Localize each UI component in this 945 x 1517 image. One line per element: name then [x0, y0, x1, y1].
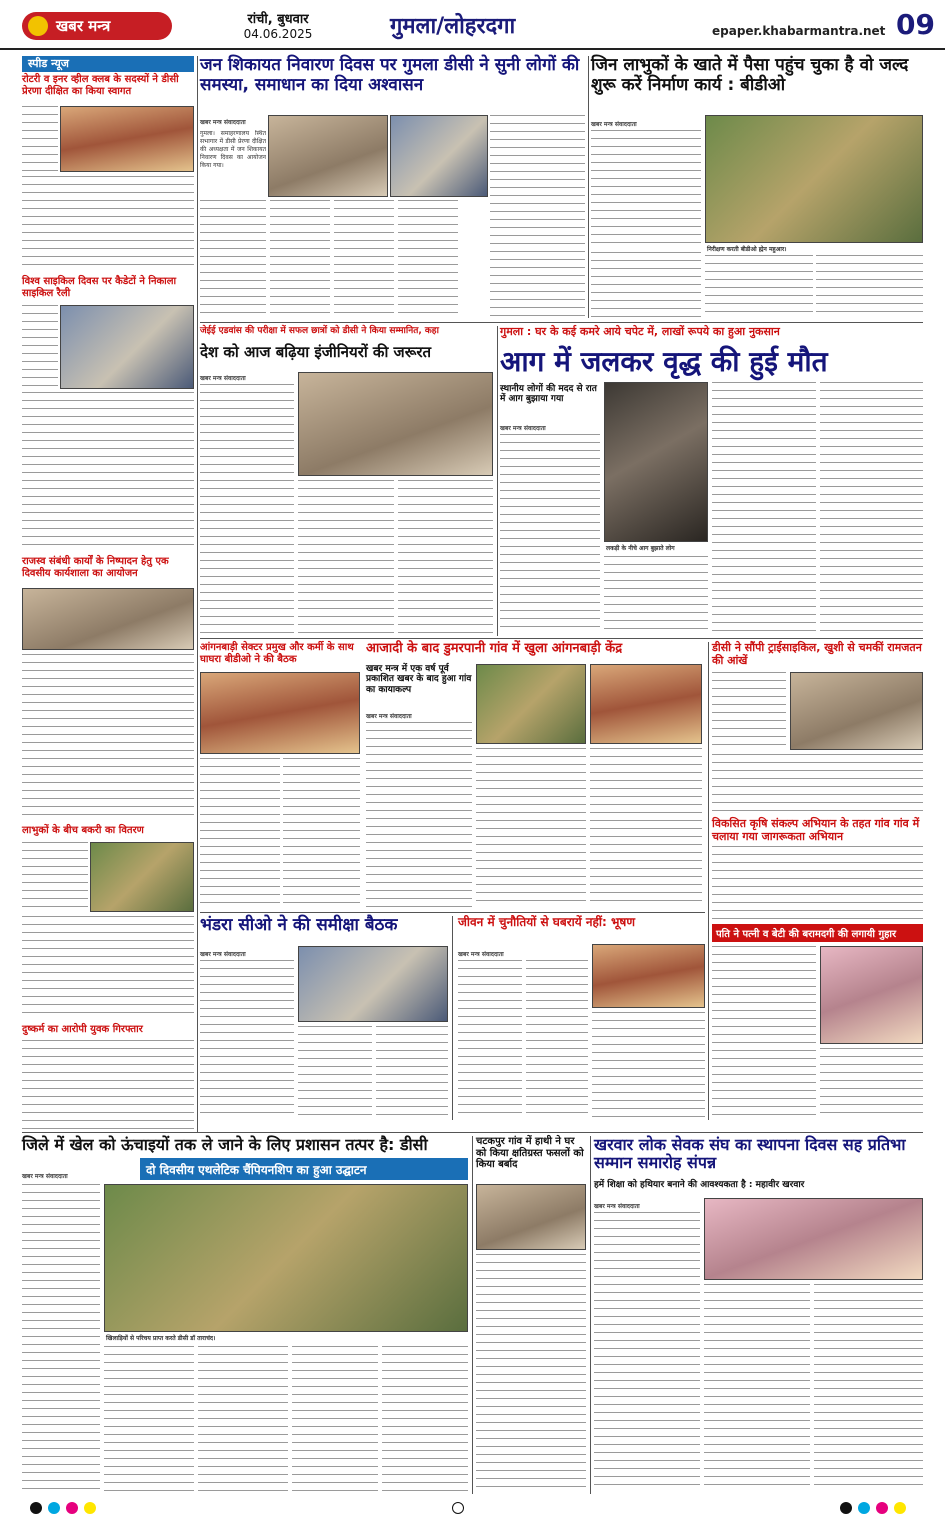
left-column-rule — [197, 56, 198, 1132]
left-headline-rotary: रोटरी व इनर व्हील क्लब के सदस्यों ने डीसी प्रेरणा दीक्षित का किया स्वागत — [22, 74, 179, 97]
tricycle-col-1 — [712, 672, 786, 750]
tree-col-2 — [820, 1048, 923, 1118]
top-center-col-3 — [334, 200, 394, 318]
tree-headline: पति ने पत्नी व बेटी की बरामदगी की लगायी गुहार — [712, 924, 923, 942]
top-right-col-1 — [591, 130, 701, 250]
anganwadi-children-photo — [476, 664, 586, 744]
left-text-block-5 — [22, 654, 194, 822]
epaper-url[interactable]: epaper.khabarmantra.net — [712, 24, 886, 38]
top-center-col-4 — [398, 200, 458, 318]
logo-text: खबर मन्त्र — [56, 17, 111, 35]
jee-fire-rule — [497, 326, 498, 636]
sports-ribbon: दो दिवसीय एथलेटिक चैंपियनशिप का हुआ उद्घाटन — [140, 1158, 468, 1180]
top-center-lead: गुमला। समाहरणालय स्थित सभागार में डीसी प्रेरणा दीक्षित की अध्यक्षता में जन शिकायत निवारण दिवस का आयोजन किया गया। — [200, 130, 266, 169]
tricycle-col-2 — [712, 754, 923, 814]
anganwadi-col-2 — [476, 748, 586, 908]
bhushan-col-1 — [458, 960, 522, 1118]
elephant-headline: चटकपुर गांव में हाथी ने घर को किया क्षतिग्रस्त फसलों को किया बर्बाद — [476, 1136, 584, 1170]
center-right-rule — [588, 56, 589, 318]
bhushan-col-3 — [592, 1012, 705, 1118]
grievance-photo-1 — [268, 115, 388, 197]
anganwadi-col-3 — [590, 748, 702, 908]
top-center-col-2 — [270, 200, 330, 318]
upper-band-rule — [200, 322, 923, 323]
section-title: गुमला/लोहरदगा — [390, 14, 516, 39]
left-text-block-1 — [22, 106, 58, 172]
sports-col-3 — [198, 1346, 288, 1492]
fire-col-1 — [500, 434, 600, 634]
elephant-col — [476, 1254, 586, 1492]
left-text-block-3 — [22, 305, 58, 389]
registration-yellow-icon — [84, 1502, 96, 1514]
kharwar-byline: खबर मन्त्र संवाददाता — [594, 1203, 640, 1210]
left-headline-goats: लाभुकों के बीच बकरी का वितरण — [22, 825, 144, 836]
tricycle-photo — [790, 672, 923, 750]
bhushan-byline: खबर मन्त्र संवाददाता — [458, 951, 504, 958]
bhandra-meeting-photo — [298, 946, 448, 1022]
sports-col-2 — [104, 1346, 194, 1492]
left-text-block-2 — [22, 176, 194, 272]
anganwadi-meeting-headline: आंगनबाड़ी सेक्टर प्रमुख और कर्मी के साथ घाघरा बीडीओ ने की बैठक — [200, 642, 354, 665]
tree-col-1 — [712, 946, 816, 1118]
krishi-col — [712, 846, 923, 920]
anganwadi-meeting-col-2 — [283, 758, 360, 908]
workshop-photo — [22, 588, 194, 650]
registration-magenta-icon — [66, 1502, 78, 1514]
top-center-byline: खबर मन्त्र संवाददाता — [200, 119, 246, 126]
tricycle-headline: डीसी ने सौंपी ट्राईसाइकिल, खुशी से चमकीं रामजतन की आंखें — [712, 641, 922, 667]
top-right-headline: जिन लाभुकों के खाते में पैसा पहुंच चुका है वो जल्द शुरू करें निर्माण कार्य : बीडीओ — [591, 55, 909, 95]
jee-byline: खबर मन्त्र संवाददाता — [200, 375, 246, 382]
newspaper-logo — [22, 12, 172, 40]
registration-black-2-icon — [840, 1502, 852, 1514]
print-registration-bar — [0, 1498, 945, 1517]
kharwar-ceremony-photo — [704, 1198, 923, 1280]
sports-byline: खबर मन्त्र संवाददाता — [22, 1173, 68, 1180]
sports-col-1 — [22, 1184, 100, 1492]
mid-right-rule — [708, 642, 709, 1120]
sports-col-5 — [382, 1346, 468, 1492]
jee-col-3 — [398, 480, 493, 634]
registration-cyan-icon — [48, 1502, 60, 1514]
bhushan-headline: जीवन में चुनौतियों से घबरायें नहीं: भूषण — [458, 915, 636, 929]
bhandra-bhushan-rule — [452, 916, 453, 1120]
anganwadi-building-photo — [590, 664, 702, 744]
cycle-rally-photo — [60, 305, 194, 389]
anganwadi-meeting-col-1 — [200, 758, 280, 908]
top-right-col-3 — [816, 255, 923, 318]
jee-col-2 — [298, 480, 394, 634]
logo-mark-icon — [28, 16, 48, 36]
anganwadi-byline: खबर मन्त्र संवाददाता — [366, 713, 412, 720]
fire-col-2 — [604, 556, 708, 634]
fire-col-4 — [820, 382, 923, 634]
krishi-headline: विकसित कृषि संकल्प अभियान के तहत गांव गांव में चलाया गया जागरूकता अभियान — [712, 817, 920, 843]
top-center-headline: जन शिकायत निवारण दिवस पर गुमला डीसी ने सुनी लोगों की समस्या, समाधान का दिया अश्वासन — [200, 55, 580, 95]
fire-damage-photo — [604, 382, 708, 542]
left-text-block-4 — [22, 392, 194, 552]
registration-yellow-2-icon — [894, 1502, 906, 1514]
left-headline-arrest: दुष्कर्म का आरोपी युवक गिरफ्तार — [22, 1024, 143, 1035]
bhandra-col-2 — [298, 1026, 372, 1118]
top-center-col-1 — [200, 200, 266, 318]
kharwar-col-2 — [704, 1284, 810, 1492]
registration-black-icon — [30, 1502, 42, 1514]
left-text-block-6 — [22, 842, 88, 912]
masthead — [0, 0, 945, 50]
left-text-block-8 — [22, 1040, 194, 1130]
registration-magenta-2-icon — [876, 1502, 888, 1514]
bhandra-byline: खबर मन्त्र संवाददाता — [200, 951, 246, 958]
kharwar-subhead: हमें शिक्षा को हथियार बनाने की आवश्यकता है : महावीर खरवार — [594, 1180, 805, 1190]
elephant-damage-photo — [476, 1184, 586, 1250]
page-number: 09 — [896, 8, 935, 41]
bdo-photo-caption: निरीक्षण करती बीडीओ ह्मेन महुआर। — [707, 246, 787, 253]
fire-headline: आग में जलकर वृद्ध की हुई मौत — [500, 345, 828, 378]
lower-band-rule — [22, 1132, 923, 1133]
goats-photo — [90, 842, 194, 912]
top-right-col-1b — [591, 252, 701, 318]
jee-kicker: जेईई एडवांस की परीक्षा में सफल छात्रों को डीसी ने किया सम्मानित, कहा — [200, 326, 439, 336]
speed-news-tag: स्पीड न्यूज — [22, 56, 194, 72]
bhandra-col-3 — [376, 1026, 448, 1118]
left-headline-cycle: विश्व साइकिल दिवस पर कैडेटों ने निकाला साइकिल रैली — [22, 276, 177, 299]
bdo-inspection-photo — [705, 115, 923, 243]
crosshair-icon — [452, 1502, 464, 1514]
anganwadi-subhead: खबर मन्त्र में एक वर्ष पूर्व प्रकाशित खबर के बाद हुआ गांव का कायाकल्प — [366, 664, 472, 695]
fire-subhead: स्थानीय लोगों की मदद से रात में आग बुझाया गया — [500, 384, 597, 405]
fire-kicker: गुमला : घर के कई कमरे आये चपेट में, लाखों रूपये का हुआ नुकसान — [500, 325, 780, 338]
jee-students-photo — [298, 372, 493, 476]
tree-photo — [820, 946, 923, 1044]
bhandra-col-1 — [200, 960, 294, 1118]
left-headline-workshop: राजस्व संबंधी कार्यों के निष्पादन हेतु एक दिवसीय कार्यशाला का आयोजन — [22, 556, 169, 579]
dateline-date: 04.06.2025 — [243, 27, 313, 41]
jee-headline: देश को आज बढ़िया इंजीनियरों की जरूरत — [200, 343, 432, 361]
sports-athletes-photo — [104, 1184, 468, 1332]
kharwar-col-1 — [594, 1212, 700, 1492]
sports-headline: जिले में खेल को ऊंचाइयों तक ले जाने के लिए प्रशासन तत्पर है: डीसी — [22, 1135, 428, 1154]
anganwadi-headline: आजादी के बाद डुमरपानी गांव में खुला आंगनबाड़ी केंद्र — [366, 641, 623, 656]
fire-photo-caption: लकड़ी के नीचे आग बुझाते लोग — [606, 545, 675, 552]
bhushan-photo — [592, 944, 705, 1008]
middle-band-rule — [200, 638, 923, 639]
top-right-byline: खबर मन्त्र संवाददाता — [591, 121, 637, 128]
anganwadi-col-1 — [366, 722, 472, 908]
fire-col-3 — [712, 382, 816, 634]
dateline-place: रांची, बुधवार — [247, 12, 309, 27]
top-right-col-2 — [705, 255, 813, 318]
kharwar-headline: खरवार लोक सेवक संघ का स्थापना दिवस सह प्रतिभा सम्मान समारोह संपन्न — [594, 1135, 906, 1173]
left-text-block-7 — [22, 916, 194, 1020]
top-center-col-5 — [490, 115, 585, 318]
registration-cyan-2-icon — [858, 1502, 870, 1514]
fire-byline: खबर मन्त्र संवाददाता — [500, 425, 546, 432]
bhandra-top-rule — [200, 912, 705, 913]
dateline — [228, 12, 328, 42]
rotary-photo — [60, 106, 194, 172]
sports-photo-caption: खिलाड़ियों से परिचय प्राप्त करते डीसी डॉ ताराचंद। — [106, 1335, 216, 1342]
sports-col-4 — [292, 1346, 378, 1492]
kharwar-col-3 — [814, 1284, 923, 1492]
elephant-kharwar-rule — [590, 1136, 591, 1494]
bhushan-col-2 — [526, 960, 588, 1118]
bhandra-headline: भंडरा सीओ ने की समीक्षा बैठक — [200, 915, 398, 935]
sports-elephant-rule — [472, 1136, 473, 1494]
anganwadi-meeting-photo — [200, 672, 360, 754]
jee-col-1 — [200, 384, 294, 634]
grievance-photo-2 — [390, 115, 488, 197]
